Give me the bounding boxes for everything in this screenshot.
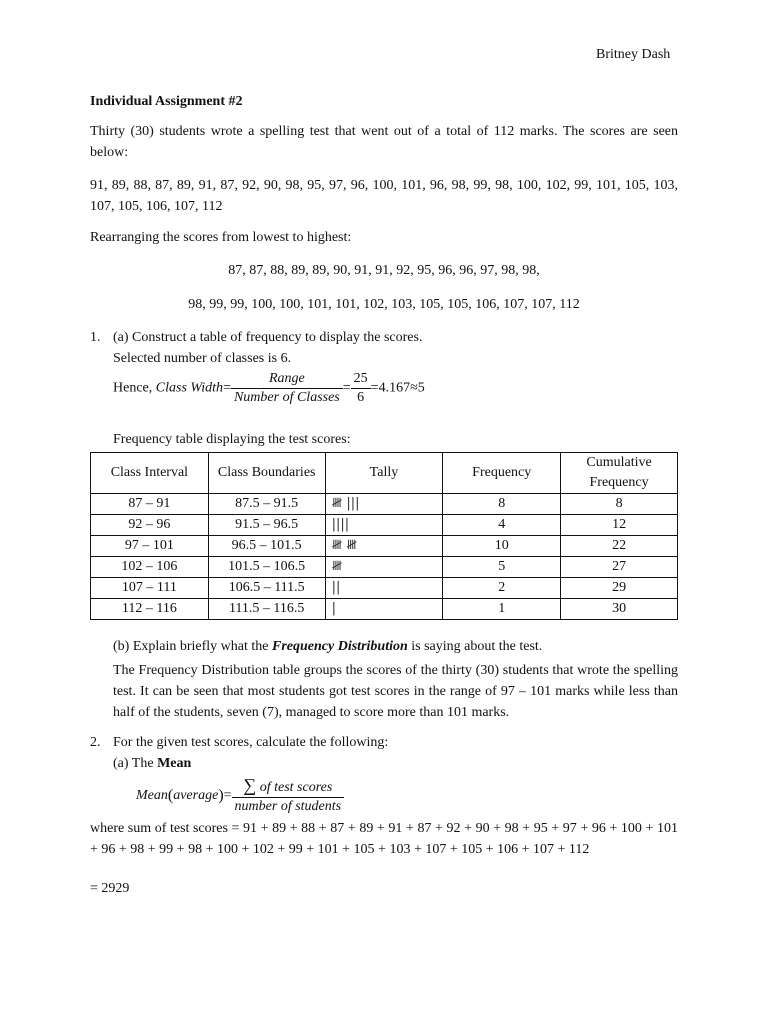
value-fraction bbox=[351, 370, 371, 407]
cell-cumulative: 22 bbox=[561, 536, 678, 557]
cell-frequency: 5 bbox=[443, 557, 561, 578]
cell-boundaries: 96.5 – 101.5 bbox=[208, 536, 325, 557]
cell-interval: 107 – 111 bbox=[91, 578, 209, 599]
header-class-interval: Class Interval bbox=[91, 453, 209, 494]
equals-sign: = bbox=[342, 380, 351, 396]
cell-frequency: 8 bbox=[443, 494, 561, 515]
cell-boundaries: 91.5 – 96.5 bbox=[208, 515, 325, 536]
class-width-formula bbox=[113, 370, 425, 407]
sorted-scores-line-1: 87, 87, 88, 89, 89, 90, 91, 91, 92, 95, 96, 96, 97, 98, 98, bbox=[228, 263, 540, 278]
q2-intro: For the given test scores, calculate the following: bbox=[113, 735, 389, 750]
mean-numerator bbox=[232, 776, 345, 798]
sum-result: = 2929 bbox=[90, 881, 130, 896]
intro-paragraph: Thirty (30) students wrote a spelling test that went out of a total of 112 marks. The scores are seen below: bbox=[90, 124, 678, 160]
hence-label: Hence, bbox=[113, 380, 153, 396]
q2-part-a bbox=[113, 756, 191, 772]
q1-classes-note: Selected number of classes is 6. bbox=[113, 351, 292, 366]
table-row bbox=[91, 599, 678, 620]
cell-boundaries: 101.5 – 106.5 bbox=[208, 557, 325, 578]
cell-interval: 92 – 96 bbox=[91, 515, 209, 536]
q1-part-a: (a) Construct a table of frequency to display the scores. bbox=[113, 330, 423, 345]
cell-tally: 𝍸 bbox=[325, 557, 443, 578]
author-name: Britney Dash bbox=[596, 47, 671, 62]
mean-formula bbox=[136, 776, 344, 816]
equals-sign: = bbox=[223, 380, 231, 396]
mean-fraction bbox=[232, 776, 345, 816]
q1-number: 1. bbox=[90, 330, 101, 345]
part-a-prefix: (a) The bbox=[113, 756, 158, 771]
cell-boundaries: 106.5 – 111.5 bbox=[208, 578, 325, 599]
class-width-result: =4.167≈5 bbox=[370, 380, 425, 396]
sum-of-scores: where sum of test scores = 91 + 89 + 88 + 87 + 89 + 91 + 87 + 92 + 90 + 98 + 95 + 97 + 96 + 100 + 101 + 96 + 98 + 99 + 98 + 100 + 102 + 99 + 101 + 105 + 103 + 107 + 105 + 106 + 107 + 112 bbox=[90, 821, 678, 857]
cell-tally: || bbox=[325, 578, 443, 599]
range-denominator: Number of Classes bbox=[233, 390, 340, 405]
cell-tally: 𝍸 ||| bbox=[325, 494, 443, 515]
value-numerator: 25 bbox=[351, 370, 371, 389]
frequency-table bbox=[90, 452, 678, 620]
range-numerator: Range bbox=[231, 370, 343, 389]
part-b-emphasis: Frequency Distribution bbox=[272, 639, 408, 654]
mean-numerator-text: of test scores bbox=[259, 780, 333, 795]
mean-paren-text: average bbox=[173, 788, 219, 803]
cell-cumulative: 12 bbox=[561, 515, 678, 536]
cell-cumulative: 8 bbox=[561, 494, 678, 515]
header-frequency: Frequency bbox=[443, 453, 561, 494]
q1-part-b-answer: The Frequency Distribution table groups the scores of the thirty (30) students that wrote the spelling test. It can be seen that most students got test scores in the range of 97 – 101 marks while less than half of the students, seven (7), managed to score more than 101 marks. bbox=[113, 663, 678, 720]
cell-interval: 102 – 106 bbox=[91, 557, 209, 578]
close-paren-glyph: ) bbox=[218, 787, 224, 804]
part-a-emphasis: Mean bbox=[157, 756, 192, 771]
table-caption: Frequency table displaying the test scores: bbox=[113, 432, 351, 447]
cell-frequency: 10 bbox=[443, 536, 561, 557]
cell-tally: | bbox=[325, 599, 443, 620]
cell-tally: |||| bbox=[325, 515, 443, 536]
table-row bbox=[91, 557, 678, 578]
header-cumulative-frequency: Cumulative Frequency bbox=[561, 453, 678, 494]
open-paren-glyph: ( bbox=[167, 787, 174, 804]
rearrange-label: Rearranging the scores from lowest to highest: bbox=[90, 230, 352, 245]
sigma-symbol: ∑ bbox=[243, 775, 257, 795]
q2-number: 2. bbox=[90, 735, 101, 750]
cell-frequency: 1 bbox=[443, 599, 561, 620]
header-tally: Tally bbox=[325, 453, 443, 494]
sorted-scores-line-2: 98, 99, 99, 100, 100, 101, 101, 102, 103, 105, 105, 106, 107, 107, 112 bbox=[188, 297, 580, 312]
mean-label: Mean bbox=[136, 788, 168, 803]
header-class-boundaries: Class Boundaries bbox=[208, 453, 325, 494]
part-b-prefix: (b) Explain briefly what the bbox=[113, 639, 273, 654]
class-width-label: Class Width bbox=[155, 380, 224, 396]
assignment-title: Individual Assignment #2 bbox=[90, 94, 243, 109]
cell-tally: 𝍸 𝍸 bbox=[325, 536, 443, 557]
equals-sign: = bbox=[223, 788, 232, 803]
table-row bbox=[91, 494, 678, 515]
table-header-row bbox=[91, 453, 678, 494]
part-b-suffix: is saying about the test. bbox=[407, 639, 543, 654]
cell-interval: 112 – 116 bbox=[91, 599, 209, 620]
table-row bbox=[91, 515, 678, 536]
scores-list: 91, 89, 88, 87, 89, 91, 87, 92, 90, 98, 95, 97, 96, 100, 101, 96, 98, 99, 98, 100, 102, 99, 101, 105, 103, 107, 105, 106, 107, 112 bbox=[90, 178, 678, 214]
cell-cumulative: 29 bbox=[561, 578, 678, 599]
cell-interval: 87 – 91 bbox=[91, 494, 209, 515]
cell-cumulative: 30 bbox=[561, 599, 678, 620]
cell-frequency: 2 bbox=[443, 578, 561, 599]
q1-part-b bbox=[113, 639, 542, 655]
range-fraction bbox=[231, 370, 343, 407]
table-row bbox=[91, 536, 678, 557]
cell-boundaries: 111.5 – 116.5 bbox=[208, 599, 325, 620]
cell-frequency: 4 bbox=[443, 515, 561, 536]
cell-boundaries: 87.5 – 91.5 bbox=[208, 494, 325, 515]
value-denominator: 6 bbox=[357, 390, 365, 405]
cell-cumulative: 27 bbox=[561, 557, 678, 578]
table-row bbox=[91, 578, 678, 599]
cell-interval: 97 – 101 bbox=[91, 536, 209, 557]
mean-denominator: number of students bbox=[234, 799, 342, 814]
